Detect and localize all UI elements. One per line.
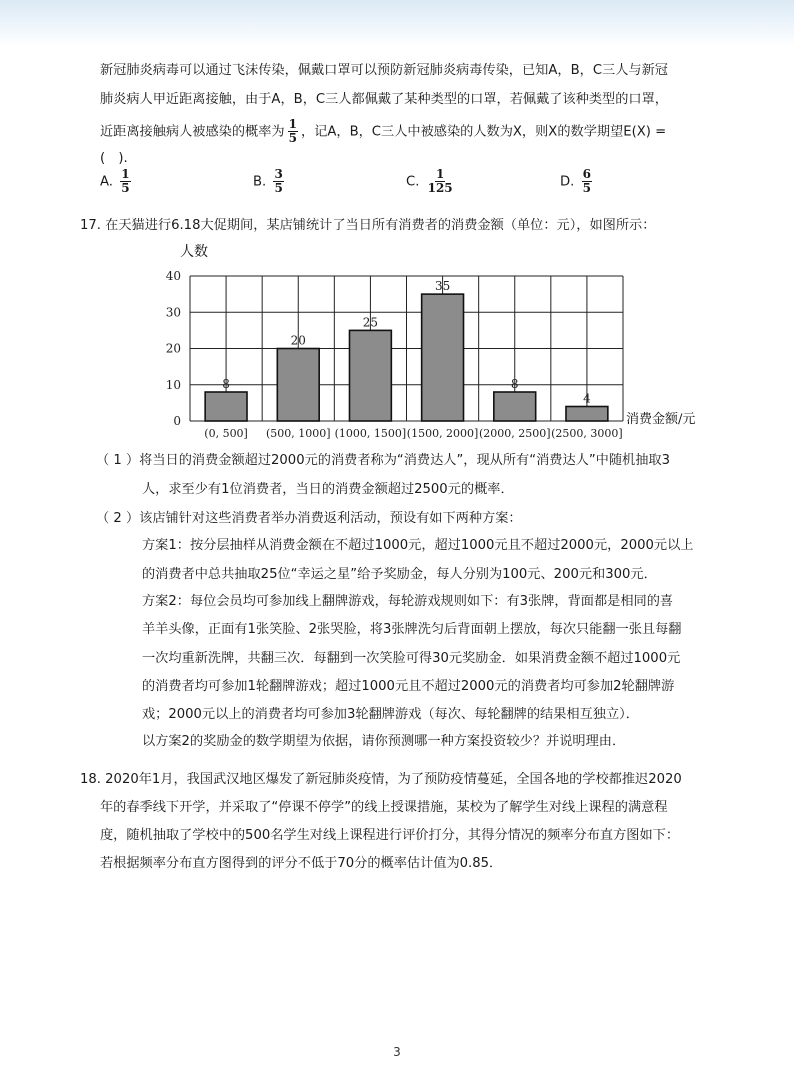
bar: [494, 392, 536, 421]
header-band: [0, 0, 794, 46]
q16-line-2: 肺炎病人甲近距离接触，由于A，B，C三人都佩戴了某种类型的口罩，若佩戴了该种类型的口罩，: [100, 92, 668, 107]
plan1-line-2: 的消费者中总共抽取25位“幸运之星”给予奖励金，每人分别为100元、200元和300元．: [142, 567, 657, 582]
option-d[interactable]: D. $\frac{6}{5}$: [560, 167, 591, 195]
bar: [349, 330, 391, 421]
page-number: 3: [393, 1045, 401, 1059]
plan1-line-1: 方案1：按分层抽样从消费金额在不超过1000元，超过1000元且不超过2000元，2000元以上: [142, 538, 694, 553]
q16-line-1: 新冠肺炎病毒可以通过飞沫传染，佩戴口罩可以预防新冠肺炎病毒传染，已知A，B，C三人与新冠: [100, 63, 668, 78]
option-a[interactable]: A. $\frac{1}{5}$: [100, 167, 130, 195]
q16-line-3: [100, 118, 666, 145]
y-tick-label: 40: [165, 269, 181, 283]
q17-conclusion: 以方案2的奖励金的数学期望为依据，请你预测哪一种方案投资较少？并说明理由．: [142, 734, 626, 749]
bar-value-label: 8: [510, 377, 519, 391]
plan2-line-3: 一次均重新洗牌，共翻三次．每翻到一次笑脸可得30元奖励金．如果消费金额不超过1000元: [142, 651, 681, 666]
q17-part2-line-1: （ 2 ）该店铺针对这些消费者举办消费返利活动，预设有如下两种方案：: [96, 511, 522, 526]
q16-line-3-post: ，记A，B，C三人中被感染的人数为X，则X的数学期望E(X) =: [300, 124, 667, 140]
q16-fraction: $\frac{1}{5}$: [288, 117, 297, 145]
bar: [205, 392, 247, 421]
x-category-label: (0, 500]: [204, 427, 248, 440]
x-category-label: (1500, 2000]: [406, 427, 479, 440]
q17-part1-line-2: 人，求至少有1位消费者，当日的消费金额超过2500元的概率．: [142, 482, 514, 497]
y-tick-label: 0: [173, 414, 181, 428]
bar-value-label: 25: [362, 315, 379, 330]
x-category-label: (500, 1000]: [265, 427, 331, 440]
q18-line-1: 18. 2020年1月，我国武汉地区爆发了新冠肺炎疫情，为了预防疫情蔓延，全国各地的学校都推迟2020: [80, 772, 682, 787]
histogram-chart: [160, 238, 720, 450]
q18-line-3: 度，随机抽取了学校中的500名学生对线上课程进行评价打分，其得分情况的频率分布直方图如下：: [100, 828, 680, 843]
bar-value-label: 4: [583, 391, 591, 406]
plan2-line-5: 戏；2000元以上的消费者均可参加3轮翻牌游戏（每次、每轮翻牌的结果相互独立）．: [142, 707, 639, 722]
q18-line-2: 年的春季线下开学，并采取了“停课不停学”的线上授课措施，某校为了解学生对线上课程的满意程: [100, 800, 668, 815]
x-axis-title: 消费金额/元: [626, 412, 696, 427]
bar-value-label: 20: [290, 333, 306, 348]
option-b[interactable]: B. $\frac{3}{5}$: [253, 167, 283, 195]
y-tick-label: 10: [165, 377, 181, 392]
option-c[interactable]: C. $\frac{1}{125}$: [406, 167, 453, 195]
bar: [422, 294, 464, 421]
q16-line-3-pre: 近距离接触病人被感染的概率为: [100, 124, 285, 140]
x-category-label: (2000, 2500]: [478, 427, 551, 440]
q18-line-4: 若根据频率分布直方图得到的评分不低于70分的概率估计值为0.85．: [100, 856, 503, 871]
bar: [566, 407, 608, 422]
y-tick-label: 30: [165, 305, 181, 320]
y-tick-label: 20: [165, 341, 181, 356]
bar-value-label: 35: [434, 279, 451, 294]
x-category-label: (2500, 3000]: [551, 427, 623, 440]
plan2-line-2: 羊羊头像，正面有1张笑脸、2张哭脸，将3张牌洗匀后背面朝上摆放，每次只能翻一张且每翻: [142, 622, 682, 637]
y-axis-title: 人数: [180, 244, 208, 260]
plan2-line-4: 的消费者均可参加1轮翻牌游戏；超过1000元且不超过2000元的消费者均可参加2轮翻牌游: [142, 679, 675, 694]
q17-part1-line-1: （ 1 ）将当日的消费金额超过2000元的消费者称为“消费达人”，现从所有“消费达人”中随机抽取3: [96, 453, 670, 468]
q16-answer-blank: ( ).: [100, 151, 128, 166]
chart-grid: [190, 276, 623, 421]
plan2-line-1: 方案2：每位会员均可参加线上翻牌游戏，每轮游戏规则如下：有3张牌，背面都是相同的喜: [142, 594, 674, 609]
q17-stem: 17. 在天猫进行6.18大促期间，某店铺统计了当日所有消费者的消费金额（单位：元），如图所示：: [80, 218, 656, 233]
bar: [277, 349, 319, 422]
x-category-label: (1000, 1500]: [334, 427, 407, 440]
bar-value-label: 8: [222, 377, 230, 391]
